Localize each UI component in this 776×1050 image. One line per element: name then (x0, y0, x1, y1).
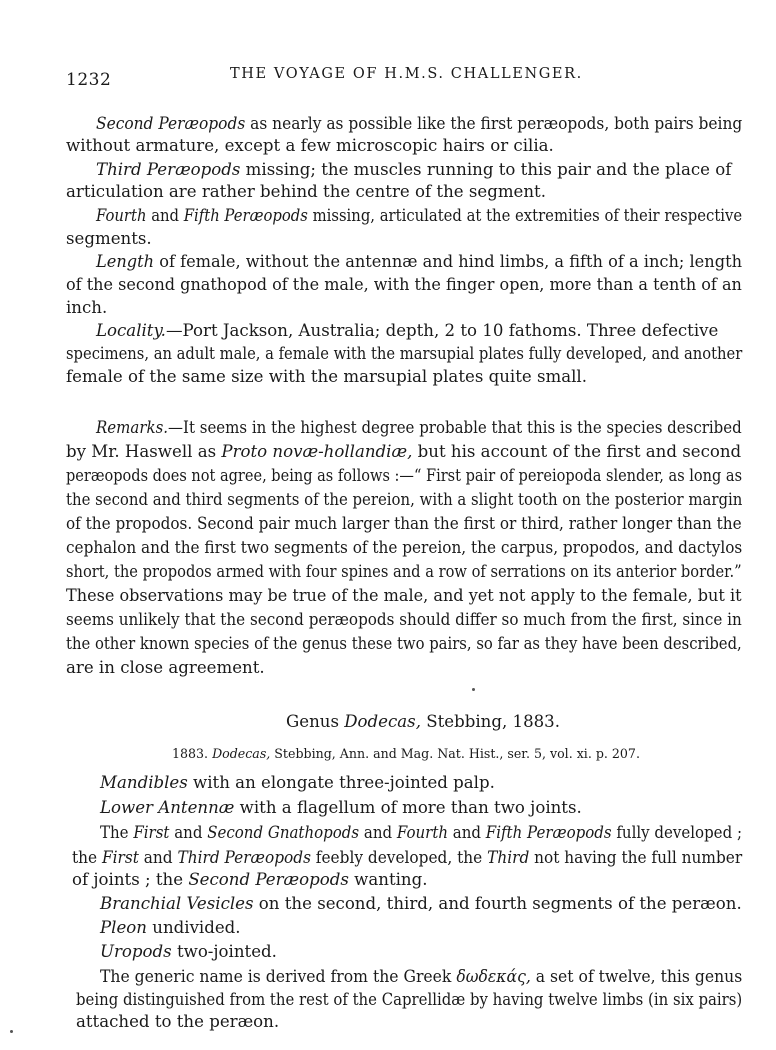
remarks-line-6: cephalon and the first two segments of the pereion, the carpus, propodos, and dactylos (66, 538, 743, 557)
remarks-line-7: short, the propodos armed with four spines and a row of serrations on its anterior border.” (66, 562, 742, 581)
term-remarks: Remarks. (96, 418, 169, 437)
uropods-line: Uropods two-jointed. (100, 942, 277, 961)
running-header (66, 66, 746, 92)
length-line-1: Length of female, without the antennæ and hind limbs, a fifth of a inch; length (96, 252, 743, 271)
third-pereopods-line-1: Third Peræopods missing; the muscles running to this pair and the place of (96, 160, 732, 179)
remarks-line-3: peræopods does not agree, being as follows :—“ First pair of pereiopoda slender, as long as (66, 466, 743, 485)
term-second-pereopods: Second Peræopods (96, 114, 246, 133)
genus-name: Dodecas, (344, 712, 421, 731)
limbs-line-3: of joints ; the Second Peræopods wanting. (72, 870, 428, 889)
genus-heading: Genus Dodecas, Stebbing, 1883. (286, 712, 561, 731)
remarks-line-5: of the propodos. Second pair much larger than the first or third, rather longer than the (66, 514, 742, 533)
etymology-line-2: being distinguished from the rest of the Caprellidæ by having twelve limbs (in six pairs) (76, 990, 743, 1009)
print-speck (472, 688, 475, 691)
term-branchial-vesicles: Branchial Vesicles (100, 894, 254, 913)
pleon-line: Pleon undivided. (100, 918, 241, 937)
term-pleon: Pleon (100, 918, 147, 937)
term-uropods: Uropods (100, 942, 172, 961)
limbs-line-1: The First and Second Gnathopods and Fourth and Fifth Peræopods fully developed ; (100, 823, 742, 842)
length-line-2: of the second gnathopod of the male, with the finger open, more than a tenth of an (66, 275, 742, 294)
remarks-line-10: the other known species of the genus these two pairs, so far as they have been described, (66, 634, 742, 653)
limbs-line-2: the First and Third Peræopods feebly developed, the Third not having the full number (72, 848, 743, 867)
etymology-line-3: attached to the peræon. (76, 1012, 280, 1031)
remarks-line-8: These observations may be true of the male, and yet not apply to the female, but it (66, 586, 742, 605)
genus-citation: 1883. Dodecas, Stebbing, Ann. and Mag. Nat. Hist., ser. 5, vol. xi. p. 207. (172, 746, 640, 761)
branchial-line: Branchial Vesicles on the second, third, and fourth segments of the peræon. (100, 894, 742, 913)
print-speck (10, 1030, 13, 1033)
remarks-line-1: Remarks.—It seems in the highest degree probable that this is the species described (96, 418, 742, 437)
greek-word: δωδεκάς, (456, 967, 531, 986)
running-title: THE VOYAGE OF H.M.S. CHALLENGER. (230, 66, 583, 82)
fourth-fifth-line-2: segments. (66, 229, 152, 248)
page-number: 1232 (66, 70, 112, 90)
term-fourth: Fourth (96, 206, 147, 225)
locality-line-2: specimens, an adult male, a female with the marsupial plates fully developed, and another (66, 344, 743, 363)
term-third-pereopods: Third Peræopods (96, 160, 241, 179)
remarks-line-2: by Mr. Haswell as Proto novæ-hollandiæ, but his account of the first and second (66, 442, 742, 461)
remarks-line-4: the second and third segments of the pereion, with a slight tooth on the posterior margin (66, 490, 743, 509)
species-name: Proto novæ-hollandiæ, (221, 442, 413, 461)
second-pereopods-line-1: Second Peræopods as nearly as possible like the first peræopods, both pairs being (96, 114, 743, 133)
length-line-3: inch. (66, 298, 108, 317)
term-fifth-pereopods: Fifth Peræopods (183, 206, 308, 225)
fourth-fifth-line-1: Fourth and Fifth Peræopods missing, articulated at the extremities of their respective (96, 206, 743, 225)
term-lower-antennae: Lower Antennæ (100, 798, 235, 817)
remarks-line-9: seems unlikely that the second peræopods should differ so much from the first, since in (66, 610, 742, 629)
term-locality: Locality. (96, 321, 166, 340)
second-pereopods-line-2: without armature, except a few microscopic hairs or cilia. (66, 136, 554, 155)
third-pereopods-line-2: articulation are rather behind the centre of the segment. (66, 182, 547, 201)
etymology-line-1: The generic name is derived from the Greek δωδεκάς, a set of twelve, this genus (100, 967, 743, 986)
term-length: Length (96, 252, 155, 271)
locality-line-1: Locality.—Port Jackson, Australia; depth, 2 to 10 fathoms. Three defective (96, 321, 719, 340)
mandibles-line: Mandibles with an elongate three-jointed palp. (100, 773, 495, 792)
lower-antennae-line: Lower Antennæ with a flagellum of more than two joints. (100, 798, 582, 817)
locality-line-3: female of the same size with the marsupial plates quite small. (66, 367, 588, 386)
term-mandibles: Mandibles (100, 773, 188, 792)
remarks-line-11: are in close agreement. (66, 658, 265, 677)
